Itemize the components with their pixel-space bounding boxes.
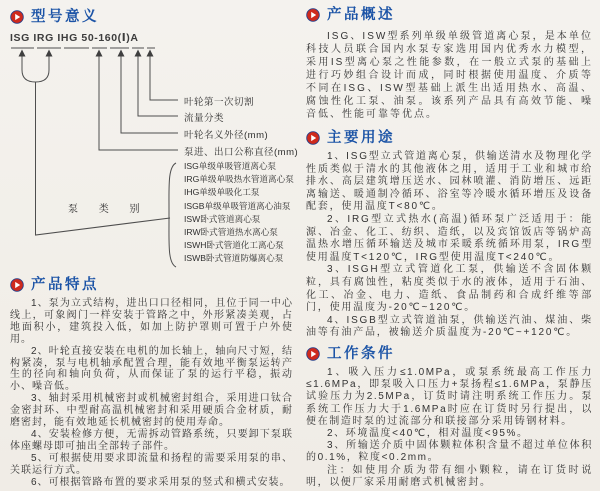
conditions-paragraphs xyxy=(306,367,593,489)
label-impeller-diameter: 叶轮名义外径(mm) xyxy=(184,130,269,141)
play-bullet-icon xyxy=(306,131,320,145)
section-title: 型号意义 xyxy=(31,9,99,25)
play-bullet-icon xyxy=(306,347,320,361)
pump-type-list xyxy=(184,160,294,266)
condition-item: 2、环境温度<40℃，相对温度<95%。 xyxy=(327,427,529,439)
play-bullet-icon xyxy=(10,278,24,292)
feature-item: 2、叶轮直接安装在电机的加长轴上，轴向尺寸短，结构紧凑，泵与电机轴承配置合理，能有效地平衡泵运转产生的径向和轴向负荷，从而保证了泵的运行平稳，振动小、噪音低。 xyxy=(10,345,293,393)
left-column xyxy=(10,8,299,489)
section-title: 产品概述 xyxy=(327,7,395,23)
feature-item: 1、泵为立式结构，进出口口径相同，且位于同一中心线上，可象阀门一样安装于管路之中，外形紧凑美观，占地面积小，建筑投入低，如加上防护罩则可置于户外使用。 xyxy=(10,298,293,345)
pump-type-item: ISW卧式管道离心泵 xyxy=(184,213,261,224)
pump-type-item: IRW卧式管道热水离心泵 xyxy=(184,227,278,238)
uses-paragraphs xyxy=(306,151,593,340)
feature-item: 6、可根据管路布置的要求采用泵的竖式和横式安装。 xyxy=(31,476,291,488)
feature-item: 4、安装检修方便，无需拆动管路系统，只要卸下泵联体座螺母即可抽出全部转子部件。 xyxy=(10,428,293,452)
section-title: 主要用途 xyxy=(327,130,395,146)
section-title: 工作条件 xyxy=(327,345,395,362)
pump-type-item: IRG单级单吸热水管道离心泵 xyxy=(184,174,294,185)
section-header-conditions xyxy=(306,345,593,363)
use-item: 4、ISGB型立式管道油泵，供输送汽油、煤油、柴油等有油产品，被输送介质温度为-20℃~+120℃。 xyxy=(306,314,593,339)
pump-type-item: ISWB卧式管道防爆离心泵 xyxy=(184,253,284,264)
section-header-uses xyxy=(306,129,593,147)
model-code-diagram xyxy=(10,32,299,270)
condition-item: 3、所输送介质中固体颗粒体积含量不超过单位体积的0.1%，粒度<0.2mm。 xyxy=(306,440,593,464)
use-item: 1、ISG型立式管道离心泵，供输送清水及物理化学性质类似于清水的其他液体之用，适用于工业和城市给排水、高层建筑增压送水、园林喷灌、消防增压、远距离输送、暖通制冷循环、浴室等冷暖水循环增压及设备配套，使用温度T<80℃。 xyxy=(306,151,593,213)
label-impeller-first-cut: 叶轮第一次切割 xyxy=(184,97,255,108)
play-bullet-icon xyxy=(10,10,24,24)
model-code-text: ISG IRG IHG 50-160(Ⅰ)A xyxy=(10,32,139,44)
condition-item: 1、吸入压力≤1.0MPa，或泵系统最高工作压力≤1.6MPa，即泵吸入口压力+泵扬程≤1.6MPa，泵静压试验压力为2.5MPa，订货时请注明系统工作压力。泵系统工作压力大于1.6MPa时应在订货时另行提出，以便在制造时泵的过流部分和联接部分采用铸钢材料。 xyxy=(306,366,593,427)
section-header-model-meaning xyxy=(10,8,293,26)
use-item: 2、IRG型立式热水(高温)循环泵广泛适用于：能源、冶金、化工、纺织、造纸，以及宾馆饭店等锅炉高温热水增压循环输送及城市采暖系统循环用泵，IRG型使用温度T<120℃，IRG型使用温度T<240℃。 xyxy=(306,213,593,263)
use-item: 3、ISGH型立式管道化工泵，供输送不含固体颗粒，具有腐蚀性，粘度类似于水的液体，适用于石油、化工、冶金、电力、造纸、食品制药和合成纤维等部门，使用温度为-20℃~120℃。 xyxy=(306,264,593,314)
section-header-overview xyxy=(306,6,593,24)
features-paragraphs xyxy=(10,298,293,489)
label-flow-class: 流量分类 xyxy=(184,113,225,124)
label-port-diameter: 泵进、出口公称直径(mm) xyxy=(184,147,299,158)
overview-paragraph: ISG、ISW型系列单级单级管道离心泵，是本单位科技人员联合国内水泵专家选用国内优秀水力模型，采用IS型离心泵之性能参数，在一般立式泵的基础上进行巧妙组合设计而成，同时根据使用温度、介质等不同在ISG、ISW型基础上派生出适用热水、高温、腐蚀性化工泵、油泵。该系列产品具有高效节能、噪音低、性能可靠等优点。 xyxy=(306,31,593,120)
pump-type-item: IHG单级单吸化工泵 xyxy=(184,187,260,198)
feature-item: 3、轴封采用机械密封或机械密封组合，采用进口钛合金密封环、中型耐高温机械密封和采用硬质合金材质，耐磨密封，能有效地延长机械密封的使用寿命。 xyxy=(10,393,293,429)
up-arrow-markers xyxy=(19,50,154,57)
pump-type-item: ISGB单级单吸管道离心油泵 xyxy=(184,200,291,211)
section-header-features xyxy=(10,276,293,294)
feature-item: 5、可根据使用要求即流量和扬程的需要采用泵的串、关联运行方式。 xyxy=(10,452,293,476)
play-bullet-icon xyxy=(306,8,320,22)
label-pump-category: 泵 类 别 xyxy=(68,204,149,215)
right-column xyxy=(306,6,593,489)
condition-note: 注：如使用介质为带有细小颗粒，请在订货时说明，以便厂家采用耐磨式机械密封。 xyxy=(306,464,593,488)
pump-type-item: ISG单级单吸管道离心泵 xyxy=(184,161,277,171)
pump-type-item: ISWH卧式管道化工离心泵 xyxy=(184,240,284,251)
section-title: 产品特点 xyxy=(31,277,99,293)
